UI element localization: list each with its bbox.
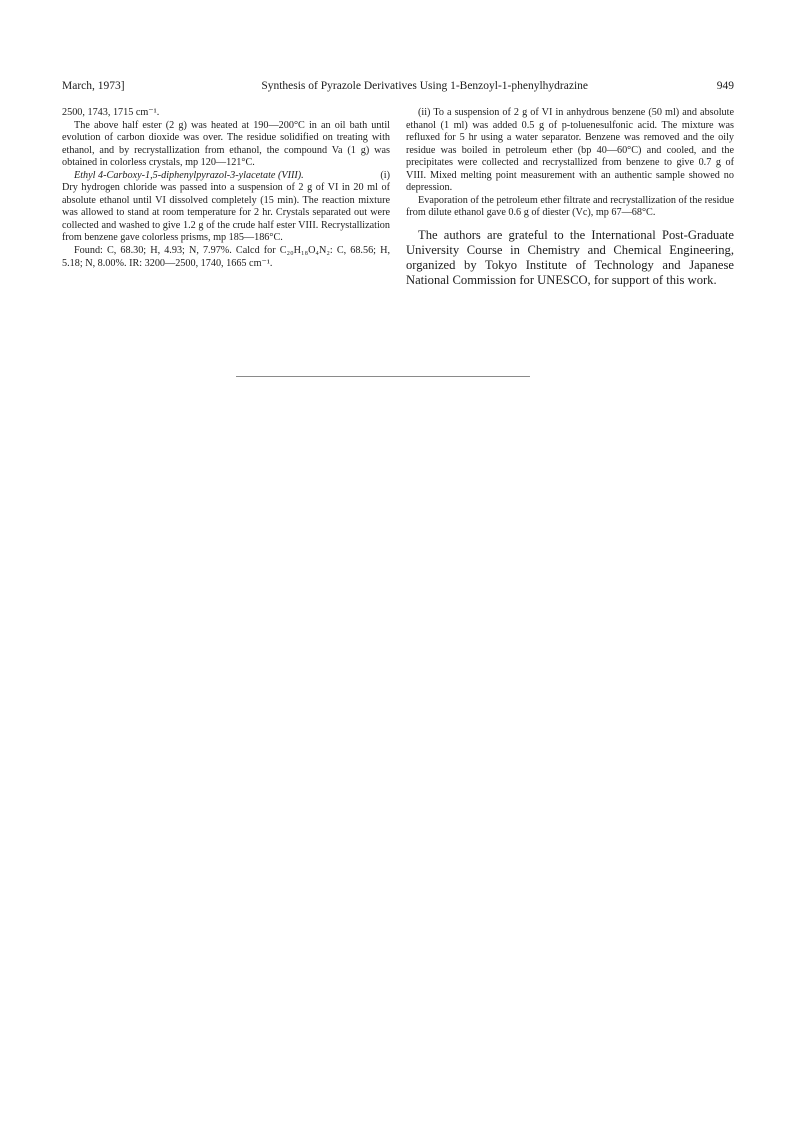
paragraph-analysis: Found: C, 68.30; H, 4.93; N, 7.97%. Calcd for C₂₀H₁₈O₄N₂: C, 68.56; H, 5.18; N, 8.00%. IR: 3200—2500, 1740, 1665 cm⁻¹. xyxy=(62,245,390,269)
page-number: 949 xyxy=(716,80,734,92)
paragraph-compound-viii xyxy=(62,170,390,183)
paragraph-procedure-i: Dry hydrogen chloride was passed into a suspension of 2 g of VI in 20 ml of absolute ethanol until VI dissolved completely (15 min). The reaction mixture was allowed to stand at room temperature for 2 hr. Crystals separated out were collected and washed to give 1.2 g of the crude half ester VIII. Recrystallization from benzene gave colorless prisms, mp 185—186°C. xyxy=(62,182,390,244)
procedure-marker-i: (i) xyxy=(380,169,390,181)
running-header xyxy=(62,79,734,93)
paragraph-procedure-ii: (ii) To a suspension of 2 g of VI in anhydrous benzene (50 ml) and absolute ethanol (1 ml) was added 0.5 g of p-toluenesulfonic acid. The mixture was refluxed for 5 hr using a water separator. Benzene was removed and the oily residue was boiled in petroleum ether (bp 40—60°C) and cooled, and the precipitates were collected and recrystallized from benzene to give 0.7 g of VIII. Mixed melting point measurement with an authentic sample showed no depression. xyxy=(406,107,734,194)
header-date: March, 1973] xyxy=(62,80,125,92)
compound-heading: Ethyl 4-Carboxy-1,5-diphenylpyrazol-3-ylacetate (VIII). xyxy=(74,169,304,181)
section-divider xyxy=(236,376,530,377)
left-column xyxy=(62,107,390,270)
ir-continuation: 2500, 1743, 1715 cm⁻¹. xyxy=(62,107,160,118)
header-title: Synthesis of Pyrazole Derivatives Using 1-Benzoyl-1-phenylhydrazine xyxy=(261,80,589,92)
paragraph-half-ester-heating: The above half ester (2 g) was heated at 190—200°C in an oil bath until evolution of carbon dioxide was over. The residue solidified on treating with ethanol, and by recrystallization from ethanol, the compound Va (1 g) was obtained in colorless crystals, mp 120—121°C. xyxy=(62,119,390,169)
acknowledgment: The authors are grateful to the International Post-Graduate University Course in Chemistry and Chemical Engineering, organized by Tokyo Institute of Technology and Japanese National Commission for UNESCO, for support of this work. xyxy=(406,227,734,287)
paragraph-evaporation: Evaporation of the petroleum ether filtrate and recrystallization of the residue from dilute ethanol gave 0.6 g of diester (Vc), mp 67—68°C. xyxy=(406,194,734,219)
right-column xyxy=(406,107,734,288)
